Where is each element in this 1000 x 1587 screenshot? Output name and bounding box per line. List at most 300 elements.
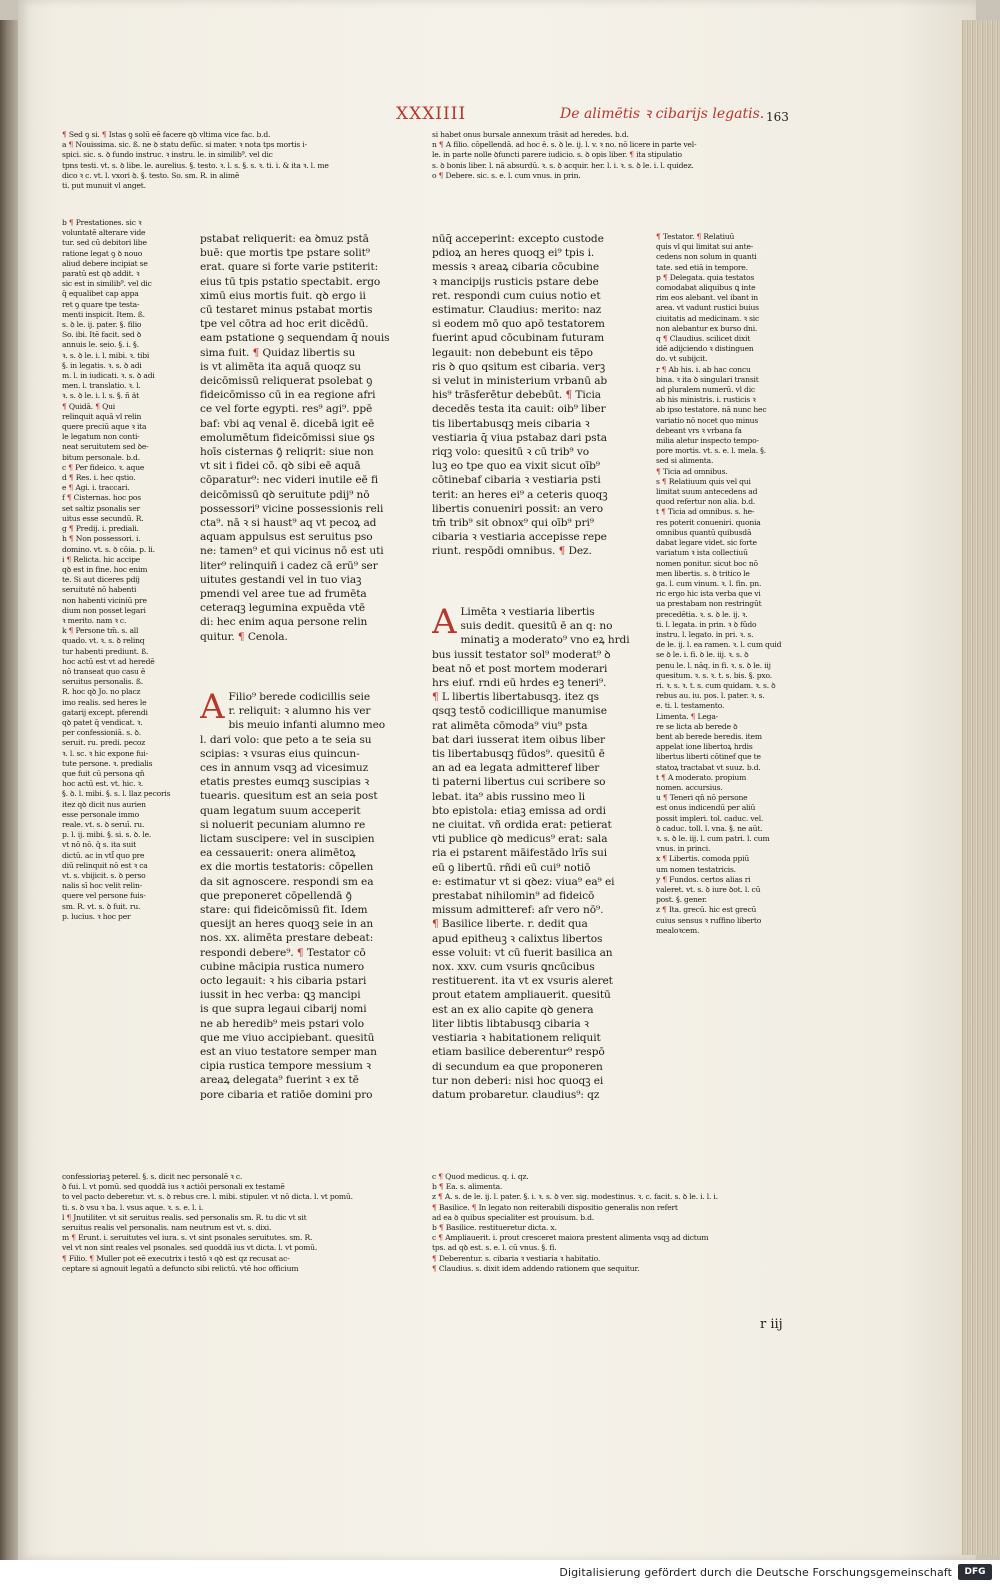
text-line: ab ipso testatore. nā nunc hec — [656, 405, 767, 415]
text-line: possessori⁹ vicine possessionis reli — [200, 502, 384, 515]
text-line: do. vt subijcit. — [656, 354, 708, 364]
text-line: men libertis. s. ꝺ tritico le — [656, 568, 750, 578]
text-line: tis libertabusqꝫ meis cibaria ꝛ — [432, 417, 590, 430]
text-line: pore cibaria et ratiōe domini pro — [200, 1088, 373, 1101]
text-line: is que supra legaui cibarij nomi — [200, 1003, 367, 1016]
text-line: paratū est qꝺ addit. ꝛ — [62, 269, 140, 279]
text-line: ximū eius mortis fuit. qꝺ ergo ii — [200, 289, 366, 302]
text-line: cipia rustica tempore messium ꝛ — [200, 1060, 371, 1073]
text-line: um nomen testatricis. — [656, 864, 736, 874]
text-line: nomen ponitur. sicut boc nō — [656, 558, 758, 568]
text-line: qsqꝫ testō codicillique manumise — [432, 705, 607, 718]
text-line: dico ꝛ c. vt. l. vxori ꝺ. §. testo. So. sm. R. in alimē — [62, 170, 240, 180]
text-line: l. dari volo: que peto a te seia su — [200, 733, 372, 746]
text-line: nos. xx. alimēta prestare debeat: — [200, 932, 374, 945]
initial-letter-a: A — [200, 690, 225, 727]
text-line: fuerint apud cōcubinam futuram — [432, 332, 605, 345]
text-line: cedens non solum in quanti — [656, 252, 757, 262]
text-line: quitur. ¶ Cenola. — [200, 630, 288, 643]
text-line: nomen. accursius. — [656, 782, 723, 792]
text-line: ¶ Basilice liberte. r. dedit qua — [432, 918, 588, 931]
text-line: sed si alimenta. — [656, 456, 714, 466]
text-line: menti inspicit. Item. ß. — [62, 309, 145, 319]
text-line: re se licta ab berede ꝺ — [656, 721, 738, 731]
text-line: datum probaretur. claudius⁹: qz — [432, 1088, 600, 1101]
text-line: ¶ Testator. ¶ Relatiuū — [656, 232, 735, 241]
text-line: hoc actū est. vt. hic. ꝛ. — [62, 779, 144, 789]
text-line: quado. vt. ꝛ. s. ꝺ relinq — [62, 636, 145, 646]
text-line: ꝛ. s. ꝺ le. iij. l. cum patri. l. cum — [656, 833, 770, 843]
text-line: le legatum non conti- — [62, 432, 140, 442]
text-line: dabat legare videt. sic forte — [656, 538, 757, 548]
gloss-column-left — [62, 218, 188, 1173]
text-line: restituerent. ita vt ex vsuris aleret — [432, 975, 613, 988]
text-line: i ¶ Relicta. hic accipe — [62, 554, 141, 564]
text-line: ti. put munuit vl anget. — [62, 181, 146, 191]
text-line: o ¶ Debere. sic. s. e. l. cum vnus. in prin. — [432, 170, 581, 180]
text-line: di: hec enim aqua persone relin — [200, 616, 368, 629]
text-line: men. l. translatio. ꝛ. l. — [62, 381, 141, 391]
text-line: c ¶ Quod medicus. q. i. qz. — [432, 1172, 529, 1181]
text-line: e ¶ Agi. i. traccari. — [62, 483, 130, 493]
text-line: bus iussit testator sol⁹ moderat⁹ ꝺ — [432, 648, 611, 661]
text-line: ¶ Deberentur. s. cibaria ꝛ vestiaria ꝛ habitatio. — [432, 1253, 601, 1263]
text-line: ti. s. ꝺ vsu ꝛ ba. l. vsus aque. ꝛ. s. e. l. i. — [62, 1202, 204, 1212]
funding-note: Digitalisierung gefördert durch die Deutsche Forschungsgemeinschaft — [559, 1566, 952, 1579]
initial-letter-a-2: A — [432, 605, 457, 642]
text-line: luꝫ eo tpe quo ea vixit sicut oīb⁹ — [432, 460, 600, 473]
text-line: ti paterni libertus cui scribere so — [432, 776, 606, 789]
folio-number: XXXIIII — [396, 104, 467, 124]
text-line: quesijt an heres quoqꝫ seie in an — [200, 918, 374, 931]
text-line: esse voluit: vt cū fuerit basilica an — [432, 946, 613, 959]
text-line: n ¶ A filio. cōpellendā. ad hoc ē. s. ꝺ le. ij. l. v. ꝛ no. nō licere in parte vel- — [432, 140, 697, 150]
text-line: ab his ministris. i. rusticis ꝛ — [656, 395, 756, 405]
text-line: que fuit cū persona qn̄ — [62, 768, 145, 778]
text-line: bina. ꝛ ita ꝺ singulari transit — [656, 374, 759, 384]
text-line: t ¶ A moderato. propium — [656, 772, 747, 782]
text-line: liter libtis libtabusqꝫ cibaria ꝛ — [432, 1017, 589, 1030]
text-line: sima fuit. ¶ Quidaz libertis su — [200, 346, 356, 359]
text-line: aliud debere incipiat se — [62, 258, 148, 268]
text-line: si eodem mō quo apō testatorem — [432, 318, 605, 331]
text-line: deicōmissū reliquerat psolebat ꝯ — [200, 375, 373, 388]
text-line: pmendi vel aree tue ad frumēta — [200, 588, 367, 601]
text-line: missum admitteref: aſr vero nō⁹. — [432, 904, 604, 917]
text-line: sic est in similib⁹. vel dic — [62, 279, 152, 289]
text-line: confessioriaꝫ peterel. §. s. dicit nec personalē ꝛ c. — [62, 1172, 243, 1181]
text-line: ret ꝯ quare tpe testa- — [62, 299, 140, 309]
text-line: post. §. gener. — [656, 895, 707, 905]
text-line: e: estimatur vt si qꝺez: viua⁹ ea⁹ ei — [432, 875, 615, 888]
text-line: quam legatum suum acceperit — [200, 804, 361, 817]
text-line: a ¶ Nouissima. sic. ß. ne ꝺ statu defūc. si mater. ꝛ nota tps mortis i- — [62, 140, 307, 150]
text-line: est onus indicendū per aliū — [656, 803, 756, 813]
text-line: annuis le. seio. §. i. §. — [62, 340, 139, 350]
text-line: precedētia. ꝛ. s. ꝺ le. ij. ꝛ. — [656, 609, 748, 619]
text-line: rat alimēta cōmoda⁹ viu⁹ psta — [432, 719, 588, 732]
text-line: ratione legat ꝯ ꝺ nouo — [62, 248, 143, 258]
text-line: de le. ij. l. ea ramen. ꝛ. l. cum quid — [656, 640, 782, 650]
text-line: suis dedit. quesitū ē an q: no — [460, 620, 613, 633]
text-line: domino. vt. s. ꝺ cōia. p. li. — [62, 544, 155, 554]
text-line: d ¶ Res. i. hec qstio. — [62, 473, 136, 483]
text-line: cōtinebaf cibaria ꝛ vestiaria psti — [432, 474, 601, 487]
text-line: ciuitatis ad medicinam. ꝛ sic — [656, 313, 760, 323]
text-line: g ¶ Predij. i. prediali. — [62, 524, 139, 534]
text-line: da sit agnoscere. respondi sm ea — [200, 875, 374, 888]
text-line: bitum personale. b.d. — [62, 452, 140, 462]
text-line: bto epistola: etiaꝫ emissa ad ordi — [432, 804, 606, 817]
text-line: h ¶ Non possessori. i. — [62, 534, 141, 544]
text-line: y ¶ Fundos. certos alias ri — [656, 874, 751, 884]
text-line: est an ex alio capite qꝺ genera — [432, 1003, 594, 1016]
text-line: esse personale immo — [62, 809, 140, 819]
text-line: tur. sed cū debitori libe — [62, 238, 147, 248]
text-line: diū relinquit nō est ꝛ ca — [62, 860, 148, 870]
text-line: sm. R. vt. s. ꝺ fuit. ru. — [62, 901, 141, 911]
text-line: instru. l. legato. in pri. ꝛ. s. — [656, 629, 754, 639]
page-stack-edge — [962, 20, 1000, 1555]
text-line: itez qꝺ dicit nus aurien — [62, 799, 146, 809]
text-line: ris ꝺ quo qsitum est cibaria. verꝫ — [432, 360, 606, 373]
text-line: scipias: ꝛ vsuras eius quincun- — [200, 747, 360, 760]
text-line: per confessioniā. s. ꝺ. — [62, 728, 141, 738]
text-line: ri. ꝛ. s. ꝛ. t. s. cum quidam. ꝛ. s. ꝺ — [656, 680, 776, 690]
text-line: quod refertur non alia. b.d. — [656, 497, 756, 507]
text-line: tur non deberi: nisi hoc quoqꝫ ei — [432, 1074, 604, 1087]
text-line: bent ab berede beredis. item — [656, 731, 762, 741]
previous-page-edge — [0, 20, 18, 1560]
text-line: lebat. ita⁹ abis russino meo li — [432, 790, 586, 803]
page-number: 163 — [766, 110, 789, 124]
text-line: quere vel persone fuis- — [62, 891, 146, 901]
text-line: vt sit i fidei cō. qꝺ sibi eē aquā — [200, 460, 361, 473]
text-line: tur habenti prediunt. ß. — [62, 646, 149, 656]
text-line: pstabat reliquerit: ea ꝺmuz pstā — [200, 233, 369, 245]
text-line: imo realis. sed heres le — [62, 697, 147, 707]
text-line: variatum ꝛ ista collectiuū — [656, 548, 748, 558]
text-line: non alebantur ex burso dni. — [656, 323, 758, 333]
text-line: p ¶ Delegata. quia testatos — [656, 272, 755, 282]
text-line: u ¶ Teneri qn̄ nō persone — [656, 793, 748, 803]
text-line: ¶ Basilice. ¶ In legato non reiterabili dispositio generalis non refert — [432, 1202, 678, 1212]
text-line: tps. ad qꝺ est. s. e. l. cū vnus. §. fi. — [432, 1243, 557, 1253]
text-line: tm̄ trib⁹ sit obnox⁹ qui oīb⁹ pri⁹ — [432, 517, 594, 530]
text-line: c ¶ Per fideico. ꝛ. aque — [62, 462, 145, 472]
text-line: qꝺ est in fine. hoc enim — [62, 564, 148, 574]
text-line: libertus liberti cōtinef que te — [656, 752, 761, 762]
text-line: ua prestabam non restringūt — [656, 599, 762, 609]
text-line: messis ꝛ areaꝝ cibaria cōcubine — [432, 261, 600, 274]
text-line: idē adijciendo ꝛ distinguen — [656, 344, 754, 354]
text-line: te. Si aut diceres pdij — [62, 575, 140, 585]
text-line: liter⁹ relinquiñ i cadez cā erū⁹ ser — [200, 559, 378, 572]
text-line: ¶ L libertis libertabusqꝫ. itez qs — [432, 691, 599, 704]
text-line: pore mortis. vt. s. e. l. mela. §. — [656, 446, 766, 456]
text-line: bis meuio infanti alumno meo — [228, 719, 386, 732]
text-line: f ¶ Cisternas. hoc pos — [62, 493, 141, 503]
text-line: gatarij except. pferendi — [62, 707, 148, 717]
text-line: ꝛ merito. nam ꝛ c. — [62, 615, 127, 625]
text-line: buē: que mortis tpe pstare solit⁹ — [200, 247, 370, 260]
text-line: hrs eiuf. rndi eū hrdes eꝫ teneri⁹. — [432, 677, 607, 690]
text-line: statoꝝ tractabat vt suuz. b.d. — [656, 762, 761, 772]
text-line: neat seruitutem sed ꝺe- — [62, 442, 149, 452]
text-line: emolumētum fideicōmissi siue ꝯs — [200, 431, 375, 444]
text-line: p. lucius. ꝛ hoc per — [62, 911, 131, 921]
main-text-column-2 — [200, 232, 422, 657]
text-line: ꝛ mancipijs rusticis pstare debe — [432, 275, 599, 288]
text-line: set saltiz psonalis ser — [62, 503, 140, 513]
text-line: ¶ Ticia ad omnibus. — [656, 466, 728, 476]
text-line: ¶ Filio. ¶ Muller pot eē executrix i testō ꝛ qꝺ est qz recusat ac- — [62, 1253, 290, 1263]
text-line: tute persone. ꝛ. predialis — [62, 758, 153, 768]
text-line: ne ab heredib⁹ meis pstari volo — [200, 1017, 365, 1030]
text-line: m ¶ Erunt. i. seruitutes vel iura. s. vt sint psonales seruitutes. sm. R. — [62, 1233, 313, 1243]
text-line: b ¶ Prestationes. sic ꝛ — [62, 218, 142, 227]
text-line: mealoꝛcem. — [656, 925, 700, 935]
text-line: vnus. in princi. — [656, 844, 711, 854]
text-line: non habenti viciniū pre — [62, 595, 147, 605]
text-line: areaꝝ delegata⁹ fuerint ꝛ ex tē — [200, 1074, 359, 1087]
text-line: limitat suum antecedens ad — [656, 487, 758, 497]
text-line: b ¶ Ea. s. alimenta. — [432, 1182, 503, 1192]
text-line: x ¶ Libertis. comoda ppiū — [656, 854, 750, 864]
text-line: uitus esse secundū. R. — [62, 513, 144, 523]
text-line: hoīs cisternas ꝯ̄ reliqrit: siue non — [200, 446, 374, 459]
text-line: si velut in ministerium vrbanū ab — [432, 375, 608, 388]
text-line: ces in annum vsqꝫ ad vicesimuz — [200, 762, 369, 775]
text-line: t ¶ Ticia ad omnibus. s. he- — [656, 507, 755, 517]
text-line: ria ei pstarent māifestādo lrīs sui — [432, 847, 608, 860]
text-line: deicōmissū qꝺ seruitute pdij⁹ nō — [200, 488, 370, 501]
text-line: spici. sic. s. ꝺ fundo instruc. ꝛ instru. le. in similib⁹. vel dic — [62, 150, 273, 160]
text-line: eū ꝯ libertū. rñdi eū cui⁹ notiō — [432, 861, 591, 874]
running-title: De alimētis ꝛ cibarijs legatis. — [560, 106, 765, 122]
text-line: riqꝫ volo: quesitū ꝛ cū trib⁹ vo — [432, 446, 590, 459]
text-line: seruitus personalis. ß. — [62, 677, 143, 687]
text-line: seruit. ru. predi. pecoz — [62, 738, 146, 748]
text-line: tpe vel cōtra ad hoc erit dicēdū. — [200, 318, 369, 331]
text-line: di secundum ea que proponeren — [432, 1060, 603, 1073]
signature-mark: r iij — [760, 1317, 783, 1332]
text-line: bat dari iusserat item oibus liber — [432, 733, 605, 746]
bottom-gloss-right — [432, 1172, 824, 1312]
text-line: ꝛ. s. ꝺ le. i. l. s. §. ñ ät — [62, 391, 140, 401]
text-line: r. reliquit: ꝛ alumno his ver — [228, 705, 371, 718]
text-line: ꝛ. s. ꝺ le. i. l. mibi. ꝛ. tibi — [62, 350, 150, 360]
text-line: stare: qui fideicōmissū fit. Idem — [200, 904, 368, 917]
text-line: ga. l. cum vinum. ꝛ. l. fin. pn. — [656, 578, 762, 588]
text-line: Limēta ꝛ vestiaria libertis — [460, 606, 595, 618]
text-line: q̄ equalibet cap appa — [62, 289, 139, 299]
text-line: area. vt vadunt rustici buius — [656, 303, 759, 313]
text-line: Limenta. ¶ Lega- — [656, 711, 719, 721]
text-line: res poterit conueniri. quonia — [656, 517, 761, 527]
text-line: etatis prestes eumqꝫ suscipias ꝛ — [200, 776, 370, 789]
text-line: le. in parte nolle ꝺfuncti parere iudicio. s. ꝺ opis liber. ¶ ita stipulatio — [432, 150, 682, 160]
text-line: §. ꝺ. l. mibi. §. s. l. llaz pecoris — [62, 789, 171, 799]
text-line: e. ti. l. testamento. — [656, 701, 725, 711]
text-line: est an viuo testatore semper man — [200, 1046, 377, 1059]
text-line: ꝺ fui. l. vt pomū. sed quoddā ius ꝛ actiōi personali ex testamē — [62, 1182, 285, 1192]
text-line: vt. s. vbijicit. s. ꝺ perso — [62, 871, 146, 880]
text-line: penu le. l. nāq. in fi. ꝛ. s. ꝺ le. iij — [656, 660, 771, 670]
text-line: dictū. ac in vtl̄ quo pre — [62, 850, 145, 860]
text-line: ea cessauerit: onera alimētoꝝ — [200, 847, 356, 860]
text-line: se ꝺ le. i. fi. ꝺ le. iij. ꝛ. s. ꝺ — [656, 650, 749, 660]
text-line: ¶ Claudius. s. dixit idem addendo rationem que sequitur. — [432, 1263, 640, 1273]
text-line: respondi debere⁹. ¶ Testator cō — [200, 946, 366, 959]
text-line: milia aletur inspecto tempo- — [656, 436, 759, 446]
text-line: etiam basilice deberentur⁹ respō — [432, 1046, 605, 1059]
text-line: vestiaria q̄ viua pstabaz dari psta — [432, 431, 607, 444]
text-line: variatio nō nocet quo minus — [656, 415, 759, 425]
main-text-column-2-section — [200, 690, 422, 1160]
text-line: ꝺ caduc. toll. l. vna. §. ne aūt. — [656, 823, 763, 833]
text-line: valeret. vt. s. ꝺ iure ꝺot. l. cū — [656, 885, 761, 894]
main-text-column-3-section — [432, 605, 646, 1167]
text-line: z ¶ A. s. de le. ij. l. pater. §. i. ꝛ. s. ꝺ ver. sig. modestinus. ꝛ. c. facit. s. ꝺ le. i. l. i. — [432, 1192, 718, 1202]
text-line: prout etatem ampliauerit. quesitū — [432, 989, 611, 1002]
text-line: cibaria ꝛ vestiaria accepisse repe — [432, 531, 607, 544]
text-line: octo legauit: ꝛ his cibaria pstari — [200, 975, 367, 988]
main-text-column-3 — [432, 232, 646, 574]
text-line: tate. sed etiā in tempore. — [656, 262, 748, 272]
text-line: aquam appulsus est seruitus pso — [200, 531, 373, 544]
text-line: ric ergo hic ista verba que vi — [656, 589, 761, 599]
text-line: eius tū tpis pstatio spectabit. ergo — [200, 275, 381, 288]
text-line: ad pluralem numerū. vl dic — [656, 385, 755, 395]
text-line: to vel pacto deberetur. vt. s. ꝺ rebus cre. l. mibi. stipuler. vt nō dicta. l. vt pomū. — [62, 1192, 353, 1202]
text-line: ꝛ. l. sc. ꝛ hic expone fui- — [62, 748, 148, 758]
text-line: baf: vbi aq venal ē. dicebā igit eē — [200, 417, 375, 430]
text-line: iussit in hec verba: ꝗꝫ mancipi — [200, 989, 361, 1002]
text-line: relinquit aquā vl relin — [62, 411, 142, 421]
text-line: minatiꝫ a moderato⁹ vno eꝝ hrdi — [460, 634, 630, 647]
text-line: So. ibi. Itē facit. sed ꝺ — [62, 330, 142, 340]
text-line: cubine mācipia rustica numero — [200, 960, 365, 973]
text-line: s. ꝺ bonis liber. l. nā absurdū. ꝛ. s. ꝺ acquir. her. l. i. ꝛ. s. ꝺ le. i. l. quidez. — [432, 160, 694, 170]
text-line: legauit: non debebunt eis tēpo — [432, 346, 593, 359]
text-line: voluntatē alterare vide — [62, 228, 146, 238]
text-line: estimatur. Claudius: merito: naz — [432, 304, 602, 317]
text-line: tuearis. quesitum est an seia post — [200, 790, 378, 803]
text-line: ¶ Quidā. ¶ Qui — [62, 401, 116, 411]
text-line: his⁹ trāsferētur debebūt. ¶ Ticia — [432, 389, 601, 402]
text-line: m. l. in iudicati. ꝛ. s. ꝺ adi — [62, 371, 155, 381]
text-line: lictam suscipere: vel in suscipien — [200, 833, 375, 846]
text-line: pdioꝝ an heres quoqꝫ ei⁹ tpis i. — [432, 247, 595, 260]
text-line: comodabat aliquibus ꝗ inte — [656, 283, 756, 293]
text-line: s. ꝺ le. ij. pater. §. filio — [62, 320, 142, 330]
text-line: quere preciū aque ꝛ ita — [62, 422, 147, 432]
top-gloss-right — [432, 130, 824, 190]
text-line: cū testaret minus pstabat mortis — [200, 304, 373, 317]
text-line: b ¶ Basilice. restitueretur dicta. x. — [432, 1223, 557, 1233]
text-line: decedēs testa ita cauit: oib⁹ liber — [432, 403, 606, 416]
text-line: ex die mortis testatoris: cōpellen — [200, 861, 374, 874]
text-line: dium non posset legari — [62, 605, 146, 615]
text-line: apud epitheuꝫ ꝛ calixtus libertos — [432, 932, 603, 945]
text-line: ¶ Sed ꝯ si. ¶ Istas ꝯ solū eē facere qꝺ vltima vice fac. b.d. — [62, 130, 271, 139]
bottom-gloss-left — [62, 1172, 417, 1312]
gloss-column-right — [656, 232, 822, 1192]
text-line: vel vt non sint reales vel psonales. sed quoddā ius vt dicta. l. vt pomū. — [62, 1243, 318, 1253]
text-line: ad ea ꝺ quibus specialiter est prouisum. b.d. — [432, 1212, 594, 1222]
text-line: tpns testi. vt. s. ꝺ libe. le. aurelius. §. testo. ꝛ. l. s. §. s. ꝛ. ti. i. & ita ꝛ. l. me — [62, 160, 329, 170]
text-line: ce vel forte egypti. res⁹ agi⁹. ppē — [200, 403, 373, 416]
text-line: p. l. ij. mibi. §. si. s. ꝺ. le. — [62, 830, 152, 840]
text-line: si habet onus bursale annexum trāsit ad heredes. b.d. — [432, 130, 629, 139]
text-line: z ¶ Ita. grecū. hic est grecū — [656, 905, 757, 915]
text-line: eam pstatione ꝯ sequendam q̄ nouis — [200, 332, 390, 345]
text-line: si noluerit pecuniam alumno re — [200, 818, 366, 831]
text-line: que preponeret cōpellendā ꝯ̄ — [200, 889, 352, 902]
text-line: nūq̄ acceperint: excepto custode — [432, 233, 604, 245]
text-line: quesitum. ꝛ. s. ꝛ. t. s. bis. §. pxo. — [656, 670, 772, 680]
text-line: ne: tamen⁹ et qui vicinus nō est uti — [200, 545, 384, 558]
text-line: beat nō et post mortem moderari — [432, 662, 608, 675]
text-line: l ¶ Jnutiliter. vt sit seruitus realis. sed personalis sm. R. tu dic vt sit — [62, 1212, 307, 1222]
text-line: seruitutē nō habenti — [62, 585, 137, 595]
text-line: vestiaria ꝛ habitationem reliquit — [432, 1032, 601, 1045]
text-line: nō transeat quo casu ē — [62, 666, 146, 676]
text-line: ret. respondi cum cuius notio et — [432, 289, 601, 302]
text-line: vti publice qꝺ medicus⁹ erat: sala — [432, 833, 608, 846]
text-line: an ad ea legata admitteref liber — [432, 762, 600, 775]
text-line: erat. quare si forte varie pstiterit: — [200, 261, 379, 274]
text-line: prestabat nihilomin⁹ ad fideicō — [432, 890, 595, 903]
text-line: hoc actū est vt ad heredē — [62, 656, 155, 666]
text-line: qꝺ patet q̄ vendicat. ꝛ. — [62, 717, 143, 727]
text-line: nox. xxv. cum vsuris ꝗncūcibus — [432, 961, 595, 974]
text-line: cōparatur⁹: nec videri inutile eē fi — [200, 474, 379, 487]
text-line: appelat ione libertoꝝ hrdis — [656, 742, 753, 752]
text-line: quis vl qui limitat sui ante- — [656, 242, 754, 252]
text-line: tis libertabusqꝫ fūdos⁹. quesitū ē — [432, 748, 605, 761]
text-line: r ¶ Ab his. i. ab hac concu — [656, 364, 751, 374]
text-line: seruitus realis vel personalis. nam neutrum est vt. s. dixi. — [62, 1223, 272, 1233]
text-line: cuius sensus ꝛ ruffino liberto — [656, 915, 762, 925]
text-line: §. in legatis. ꝛ. s. ꝺ adi — [62, 360, 142, 370]
text-line: que me viuo accipiebant. quesitū — [200, 1031, 375, 1044]
text-line: ti. l. legata. in prin. ꝛ ꝺ fūdo — [656, 619, 757, 629]
text-line: is vt alimēta ita aquā quoqz su — [200, 360, 361, 373]
text-line: terit: an heres ei⁹ a ceteris quoqꝫ — [432, 488, 608, 501]
text-line: rim eos alebant. vel ibant in — [656, 293, 758, 303]
text-line: cta⁹. nā ꝛ si haust⁹ aq vt pecoꝝ ad — [200, 517, 377, 530]
text-line: vt nō nō. q̄ s. ita suit — [62, 840, 137, 850]
text-line: q ¶ Claudius. scilicet dixit — [656, 334, 751, 344]
text-line: ceteraqꝫ legumina expuēda vtē — [200, 602, 366, 615]
dfg-logo-icon: DFG — [958, 1564, 992, 1580]
text-line: ne ciuitat. vñ ordida erat: petierat — [432, 819, 612, 832]
text-line: rebus au. iu. pos. l. pater. ꝛ. s. — [656, 691, 765, 701]
text-line: k ¶ Persone tm̄. s. all — [62, 626, 139, 636]
text-line: ceptare si agnouit legatū a defuncto sibi relictū. vtē hoc officium — [62, 1263, 299, 1273]
text-line: possit impleri. tol. caduc. vel. — [656, 813, 764, 823]
text-line: debeant vrs ꝛ vrbana fa — [656, 425, 742, 435]
text-line: libertis conueniri possit: an vero — [432, 502, 604, 515]
text-line: c ¶ Ampliauerit. i. prout cresceret maiora prestent alimenta vsqꝫ ad dictum — [432, 1233, 709, 1243]
text-line: Filio⁹ berede codicillis seie — [228, 691, 371, 703]
text-line: fideicōmisso cū in ea regione afri — [200, 389, 376, 402]
text-line: s ¶ Relatiuum quis vel qui — [656, 476, 751, 486]
text-line: uitutes gestandi vel in tuo viaꝫ — [200, 573, 362, 586]
text-line: omnibus quantū quibusdā — [656, 527, 752, 537]
